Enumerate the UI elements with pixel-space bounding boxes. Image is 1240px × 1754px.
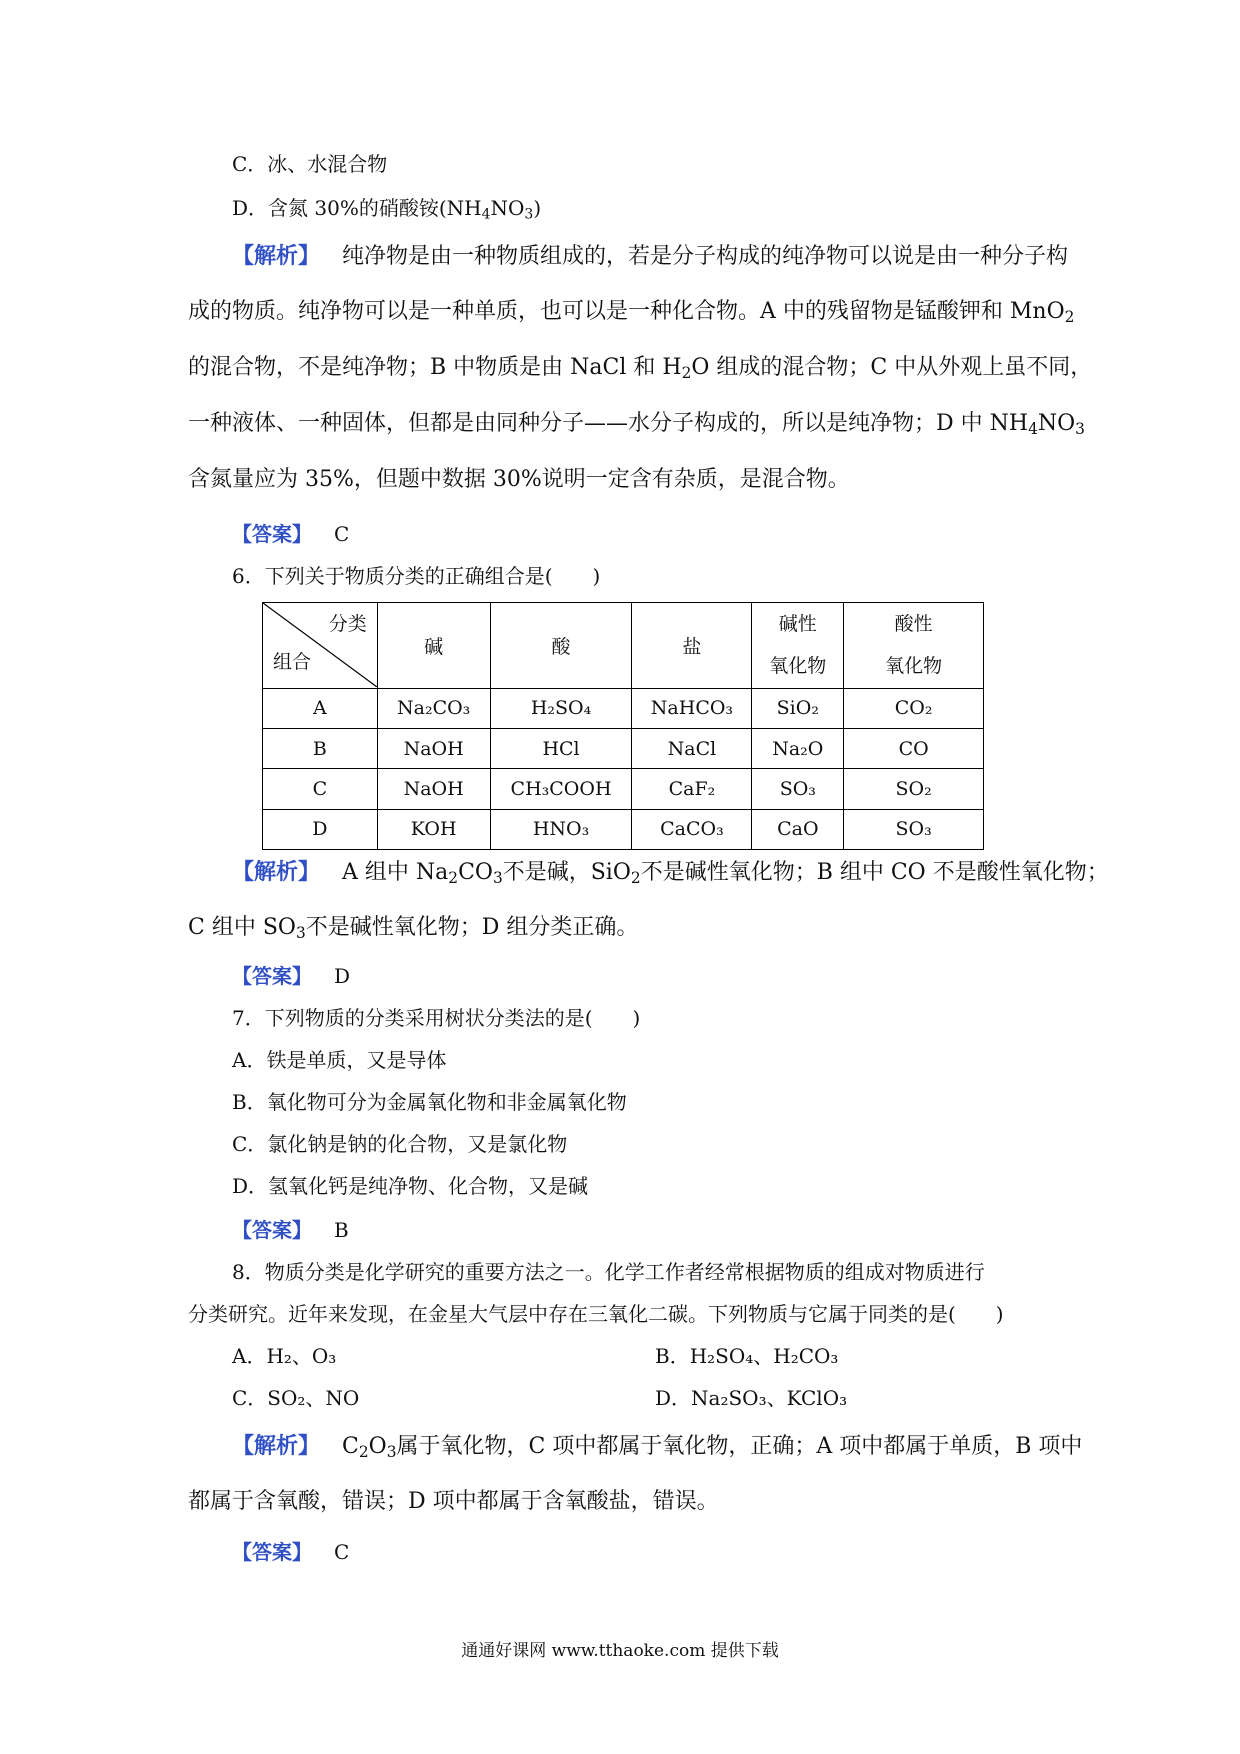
diagonal-header-bottom: 组合 (273, 650, 312, 673)
answer-tag: 【答案】 (232, 522, 312, 546)
header-base: 碱 (377, 603, 490, 689)
table-cell: NaHCO₃ (632, 688, 752, 728)
table-row (263, 729, 984, 769)
diagonal-header-top: 分类 (328, 613, 367, 635)
header-salt: 盐 (632, 603, 752, 689)
q7-option-b: B．氧化物可分为金属氧化物和非金属氧化物 (232, 1090, 627, 1114)
analysis-tag: 【解析】 (232, 243, 321, 269)
header-basic-oxide: 碱性 氧化物 (752, 603, 844, 689)
q5-analysis-line-5: 含氮量应为 35%，但题中数据 30%说明一定含有杂质，是混合物。 (188, 467, 850, 492)
answer-tag: 【答案】 (232, 964, 312, 988)
q5-analysis-line-4: 一种液体、一种固体，但都是由同种分子——水分子构成的，所以是纯净物；D 中 $NH_4NO_3$ (188, 411, 1085, 438)
table-cell: SO₂ (844, 769, 984, 809)
q8-stem-line-2: 分类研究。近年来发现，在金星大气层中存在三氧化二碳。下列物质与它属于同类的是( ) (188, 1302, 1004, 1326)
table-cell: CaO (752, 809, 844, 849)
q5-analysis-line-1: 【解析】 纯净物是由一种物质组成的，若是分子构成的纯净物可以说是由一种分子构 (232, 243, 1069, 269)
table-cell: CaF₂ (632, 769, 752, 809)
table-cell: NaOH (377, 769, 490, 809)
q7-option-d: D．氢氧化钙是纯净物、化合物，又是碱 (232, 1174, 589, 1198)
table-row (263, 688, 984, 728)
answer-tag: 【答案】 (232, 1540, 312, 1564)
q5-option-c: C．冰、水混合物 (232, 152, 388, 176)
table-cell: Na₂O (752, 729, 844, 769)
q8-option-d: D．Na₂SO₃、KClO₃ (655, 1386, 848, 1410)
table-cell: HCl (490, 729, 632, 769)
answer-tag: 【答案】 (232, 1218, 312, 1242)
table-cell: SO₃ (844, 809, 984, 849)
table-cell: CaCO₃ (632, 809, 752, 849)
header-acid: 酸 (490, 603, 632, 689)
analysis-tag: 【解析】 (232, 859, 321, 885)
table-cell: CO (844, 729, 984, 769)
q8-option-a: A．H₂、O₃ (232, 1344, 337, 1368)
q5-analysis-line-2: 成的物质。纯净物可以是一种单质，也可以是一种化合物。A 中的残留物是锰酸钾和 MnO$_2$ (188, 299, 1075, 326)
page-footer: 通通好课网 www.tthaoke.com 提供下载 (461, 1641, 779, 1661)
q6-stem: 6．下列关于物质分类的正确组合是( ) (232, 564, 601, 588)
q7-option-a: A．铁是单质，又是导体 (232, 1048, 447, 1072)
q7-option-c: C．氯化钠是钠的化合物，又是氯化物 (232, 1132, 568, 1156)
q5-answer: 【答案】 C (232, 522, 350, 546)
q8-option-c: C．SO₂、NO (232, 1386, 360, 1410)
table-cell: A (263, 688, 378, 728)
table-header-row (263, 603, 984, 689)
table-cell: D (263, 809, 378, 849)
table-cell: SiO₂ (752, 688, 844, 728)
q7-stem: 7．下列物质的分类采用树状分类法的是( ) (232, 1006, 641, 1030)
q8-analysis-line-1: 【解析】 $C_2O_3$属于氧化物，C 项中都属于氧化物，正确；A 项中都属于单质，B 项中 (232, 1433, 1083, 1461)
table-cell: Na₂CO₃ (377, 688, 490, 728)
q7-answer: 【答案】 B (232, 1218, 349, 1242)
table-cell: H₂SO₄ (490, 688, 632, 728)
q6-answer: 【答案】 D (232, 964, 351, 988)
analysis-tag: 【解析】 (232, 1433, 321, 1459)
q6-analysis-line-2: C 组中 $SO_3$不是碱性氧化物；D 组分类正确。 (188, 915, 639, 942)
q5-analysis-line-3: 的混合物，不是纯净物；B 中物质是由 NaCl 和 $H_2O$ 组成的混合物；C 中从外观上虽不同， (188, 355, 1093, 382)
q5-option-d: D．含氮 30%的硝酸铵$(NH_4NO_3)$ (232, 196, 542, 223)
q6-analysis-line-1: 【解析】 A 组中 $Na_2CO_3$不是碱，SiO$_2$不是碱性氧化物；B 组中 CO 不是酸性氧化物； (232, 859, 1109, 887)
q8-stem-line-1: 8．物质分类是化学研究的重要方法之一。化学工作者经常根据物质的组成对物质进行 (232, 1260, 985, 1284)
q8-answer: 【答案】 C (232, 1540, 350, 1564)
q8-option-b: B．H₂SO₄、H₂CO₃ (655, 1344, 839, 1368)
table-row (263, 769, 984, 809)
table-cell: NaOH (377, 729, 490, 769)
table-cell: CH₃COOH (490, 769, 632, 809)
classification-table (262, 602, 984, 850)
table-cell: KOH (377, 809, 490, 849)
table-cell: HNO₃ (490, 809, 632, 849)
table-cell: B (263, 729, 378, 769)
table-cell: C (263, 769, 378, 809)
table-row (263, 809, 984, 849)
diagonal-header-cell (263, 603, 378, 689)
table-cell: CO₂ (844, 688, 984, 728)
q8-analysis-line-2: 都属于含氧酸，错误；D 项中都属于含氧酸盐，错误。 (188, 1489, 719, 1514)
table-cell: NaCl (632, 729, 752, 769)
table-cell: SO₃ (752, 769, 844, 809)
header-acidic-oxide: 酸性 氧化物 (844, 603, 984, 689)
